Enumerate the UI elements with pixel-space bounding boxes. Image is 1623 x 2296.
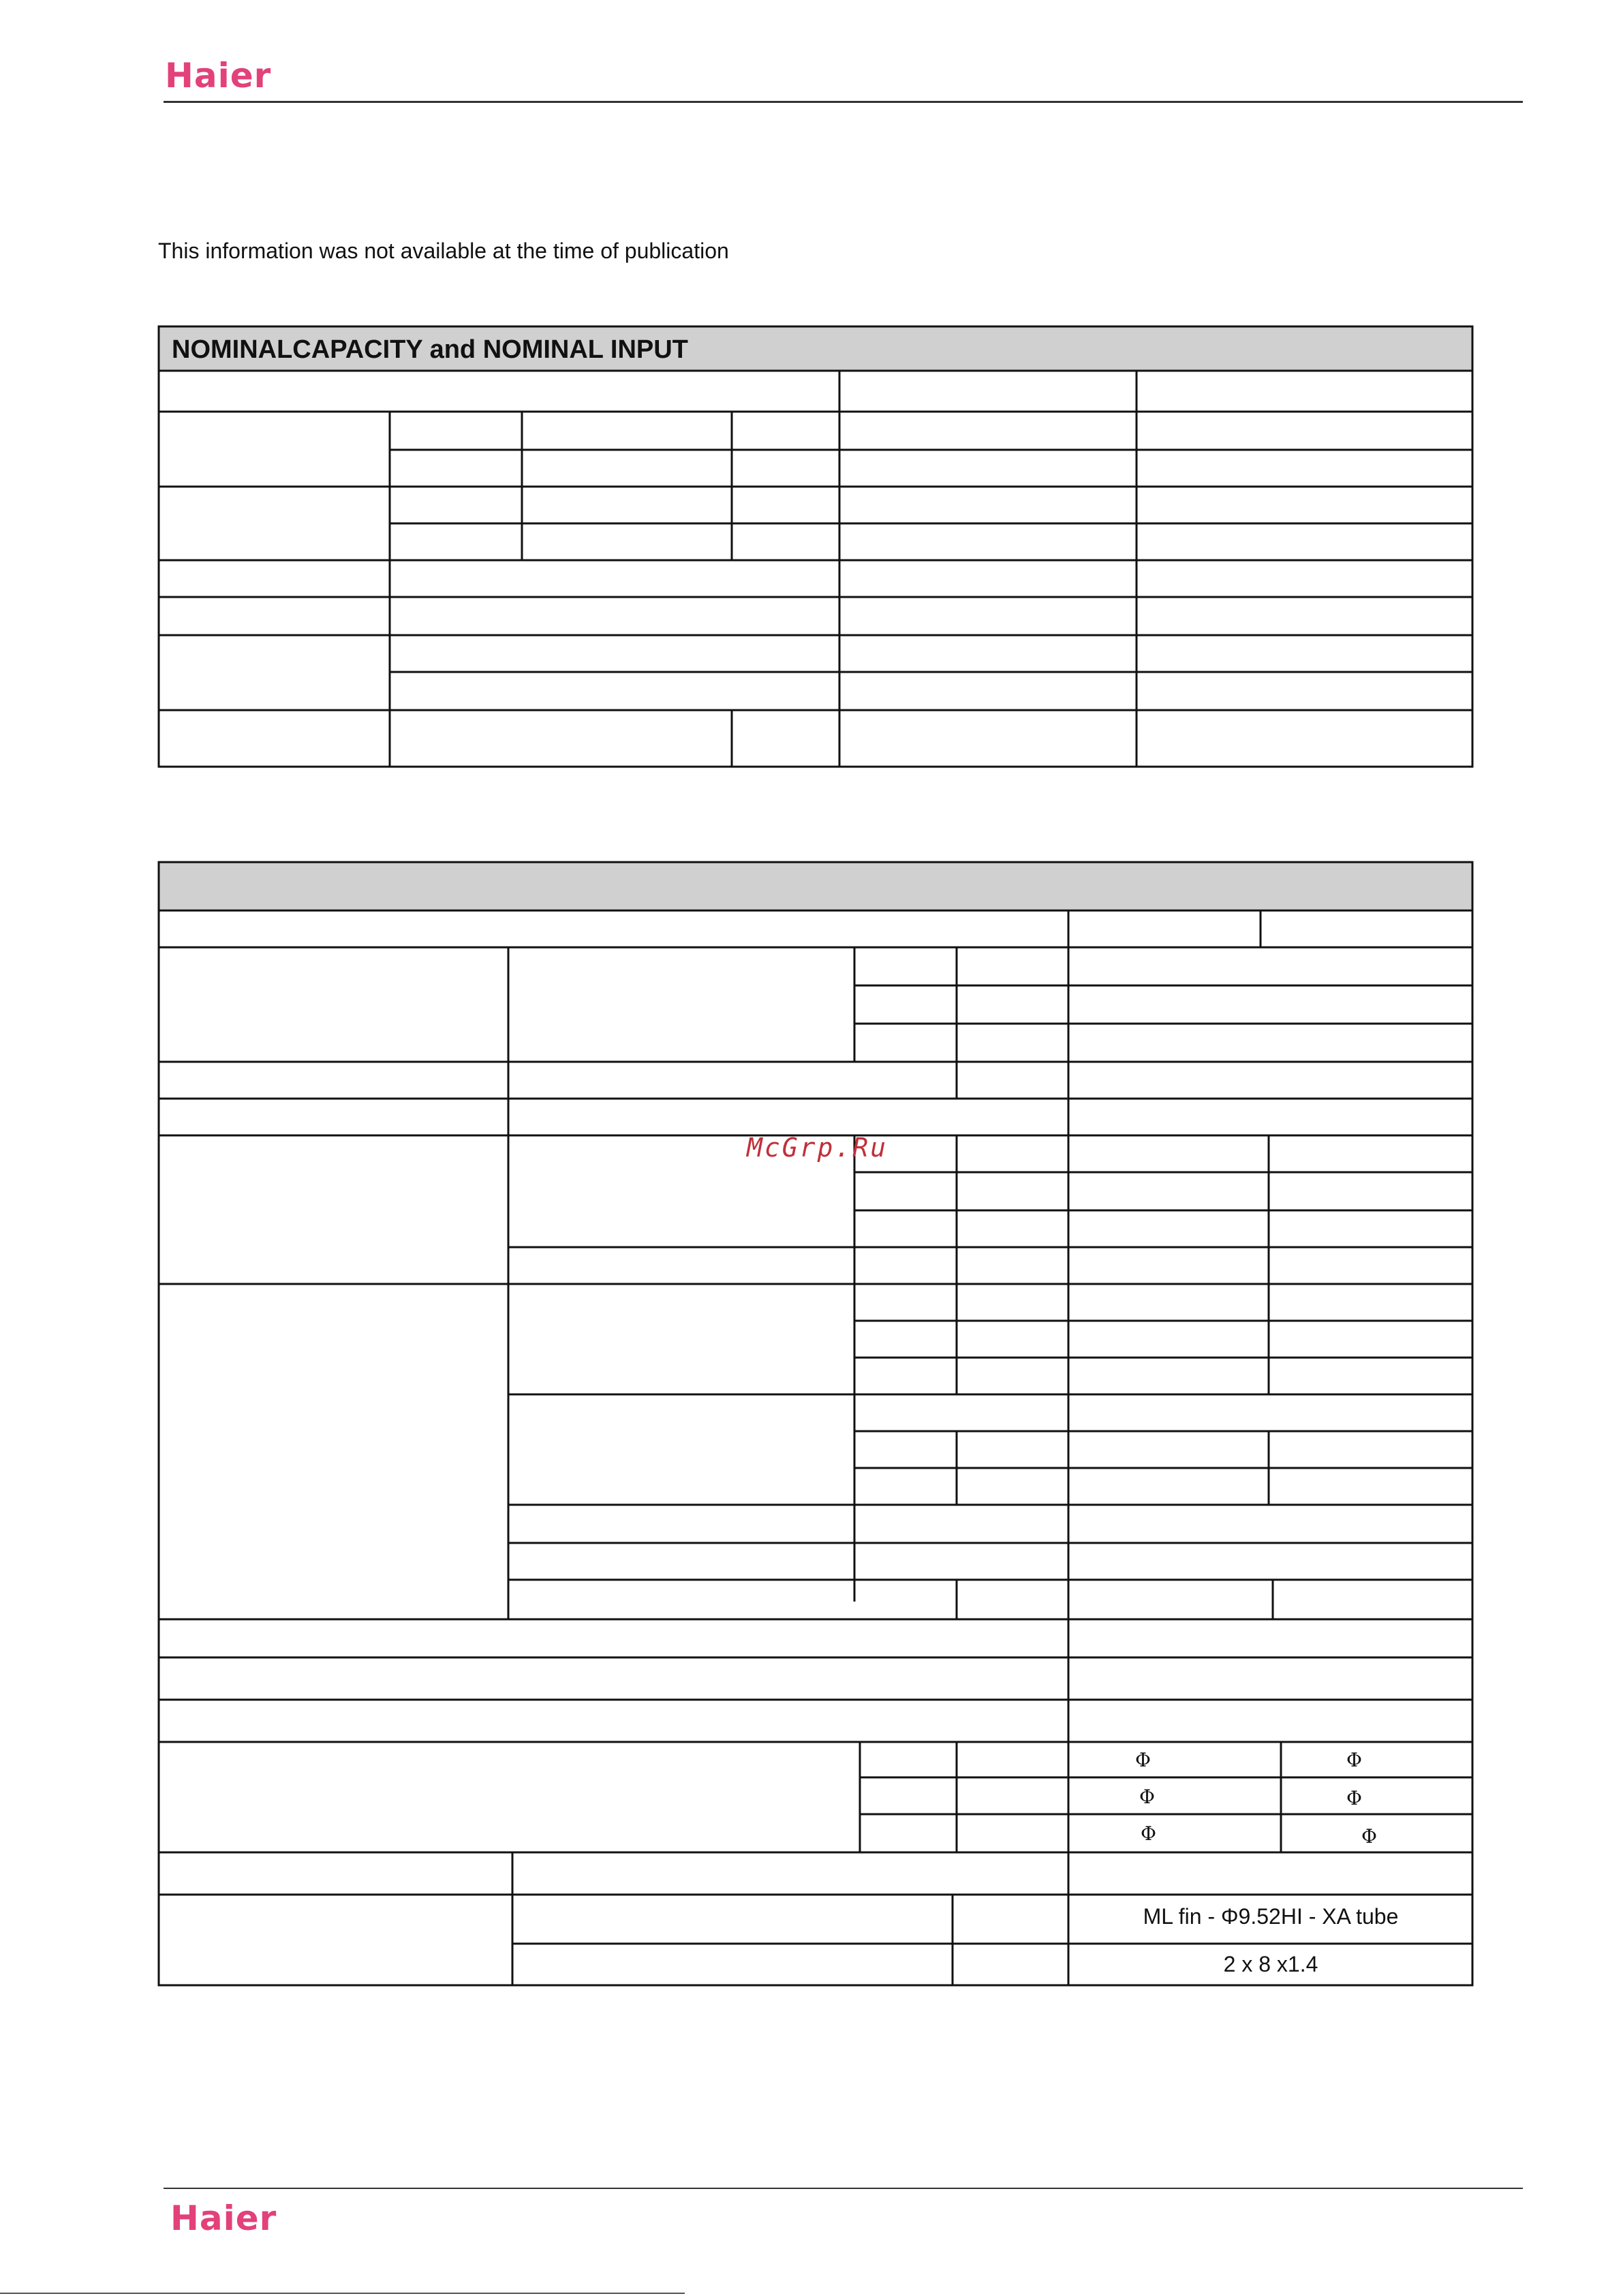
footer-rule (164, 2188, 1523, 2189)
phi-symbol-1b: Φ (1346, 1749, 1362, 1771)
brand-logo-bottom: Haier (170, 2199, 277, 2238)
availability-notice: This information was not available at the time of publication (158, 239, 729, 263)
page-edge-rule (0, 2293, 685, 2294)
fin-tube-spec: ML fin - Φ9.52HI - XA tube (1143, 1904, 1399, 1929)
brand-logo-top: Haier (165, 56, 272, 95)
header-rule (164, 101, 1523, 103)
specification-table (158, 861, 1473, 1986)
phi-symbol-3b: Φ (1361, 1825, 1377, 1848)
phi-symbol-1a: Φ (1135, 1749, 1151, 1771)
phi-symbol-2a: Φ (1139, 1786, 1155, 1808)
phi-symbol-3a: Φ (1141, 1822, 1156, 1845)
table1-title: NOMINALCAPACITY and NOMINAL INPUT (172, 335, 688, 364)
table2-grid (158, 861, 1473, 1986)
phi-symbol-2b: Φ (1346, 1787, 1362, 1809)
fin-size-spec: 2 x 8 x1.4 (1223, 1952, 1318, 1976)
table1-grid (158, 326, 1473, 769)
watermark: McGrp.Ru (747, 1133, 888, 1163)
nominal-capacity-table (158, 326, 1473, 769)
